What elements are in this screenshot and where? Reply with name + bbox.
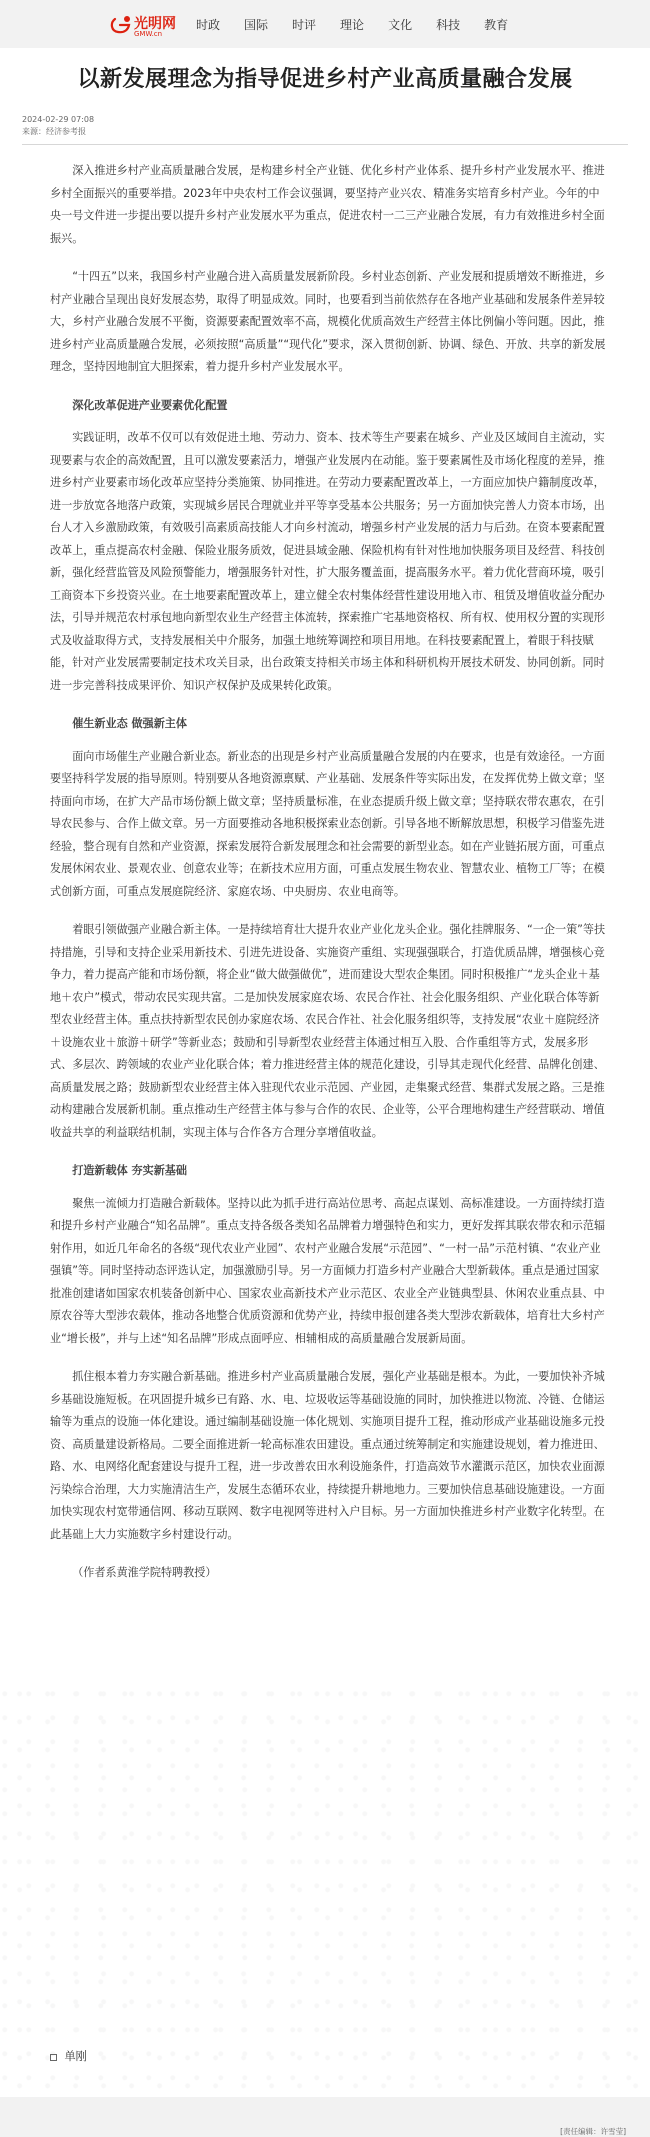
article-date: 2024-02-29 07:08 [22, 115, 95, 124]
paragraph-1: 深入推进乡村产业高质量融合发展，是构建乡村全产业链、优化乡村产业体系、提升乡村产业发展水平、推进乡村全面振兴的重要举措。2023年中央农村工作会议强调，要坚持产业兴农、精准务实培育乡村产业。今年的中央一号文件进一步提出要以提升乡村产业发展水平为重点，促进农村一二三产业融合发展，有力有效推进乡村全面振兴。 [50, 164, 605, 245]
nav-item-politics[interactable]: 时政 [196, 18, 221, 32]
paragraph-6: 聚焦一流倾力打造融合新载体。坚持以此为抓手进行高站位思考、高起点谋划、高标准建设。一方面持续打造和提升乡村产业融合“知名品牌”。重点支持各级各类知名品牌着力增强特色和实力，更好发挥其联农带农和示范辐射作用，如近几年命名的各级“现代农业产业园”、农村产业融合发展“示范园”、“一村一品”示范村镇、“农业产业强镇”等。同时坚持动态评选认定，加强激励引导。另一方面倾力打造乡村产业融合大型新载体。重点是通过国家批准创建诸如国家农机装备创新中心、国家农业高新技术产业示范区、农业全产业链典型县、休闲农业重点县、中原农谷等大型涉农载体，推动各地整合优质资源和优势产业，持续申报创建各类大型涉农新载体，培育壮大乡村产业“增长极”，并与上述“知名品牌”形成点面呼应、相辅相成的高质量融合发展新局面。 [50, 1196, 606, 1345]
author-note: （作者系黄淮学院特聘教授） [72, 1566, 217, 1579]
paragraph-3: 实践证明，改革不仅可以有效促进土地、劳动力、资本、技术等生产要素在城乡、产业及区域间自主流动，实现要素与农企的高效配置，且可以激发要素活力，增强产业发展内在动能。鉴于要素属性及市场化程度的差异，推进乡村产业要素市场化改革应坚持分类施策、协同推进。在劳动力要素配置改革上，一方面应加快户籍制度改革，进一步放宽各地落户政策，实现城乡居民合理就业并平等享受基本公共服务；另一方面加快完善人力资本市场，出台人才入乡激励政策，有效吸引高素质高技能人才向乡村流动，增强乡村产业发展的活力与后劲。在资本要素配置改革上，重点提高农村金融、保险业服务质效，促进县域金融、保险机构有针对性地加快服务项目及经营、科技创新，强化经营监管及风险预警能力，增强服务针对性，扩大服务覆盖面，提高服务水平。着力优化营商环境，吸引工商资本下乡投资兴业。在土地要素配置改革上，建立健全农村集体经营性建设用地入市、租赁及增值收益分配办法，引导并规范农村承包地向新型农业生产经营主体流转，探索推广宅基地资格权、所有权、使用权分置的实现形式及收益取得方式，支持发展相关中介服务，加强土地统筹调控和项目用地。在科技要素配置上，着眼于科技赋能，针对产业发展需要制定技术攻关目录，出台政策支持相关市场主体和科研机构开展技术研发、协同创新。同时进一步完善科技成果评价、知识产权保护及成果转化政策。 [50, 431, 605, 692]
nav-item-commentary[interactable]: 时评 [292, 18, 317, 32]
logo-text: 光明网 [134, 16, 176, 32]
paragraph-2: “十四五”以来，我国乡村产业融合进入高质量发展新阶段。乡村业态创新、产业发展和提质增效不断推进，乡村产业融合呈现出良好发展态势，取得了明显成效。同时，也要看到当前依然存在各地产业基础和发展条件差异较大，乡村产业融合发展不平衡，资源要素配置效率不高，规模化优质高效生产经营主体比例偏小等问题。因此，推进乡村产业高质量融合发展，必须按照“高质量”“现代化”要求，深入贯彻创新、协调、绿色、开放、共享的新发展理念，坚持因地制宜大胆探索，着力提升乡村产业发展水平。 [50, 270, 606, 373]
section-heading-1: 深化改革促进产业要素优化配置 [72, 398, 228, 412]
title-divider [22, 144, 628, 145]
top-nav [196, 16, 508, 34]
background-pattern [0, 1677, 650, 2097]
nav-item-tech[interactable]: 科技 [436, 18, 461, 32]
article-meta [22, 114, 94, 138]
paragraph-7: 抓住根本着力夯实融合新基础。推进乡村产业高质量融合发展，强化产业基础是根本。为此，一要加快补齐城乡基础设施短板。在巩固提升城乡已有路、水、电、垃圾收运等基础设施的同时，加快推进以物流、冷链、仓储运输等为重点的设施一体化建设。通过编制基础设施一体化规划、实施项目提升工程，推动形成产业基础设施多元投资、高质量建设新格局。二要全面推进新一轮高标准农田建设。重点通过统筹制定和实施建设规划，着力推进田、路、水、电网络化配套建设与提升工程，进一步改善农田水利设施条件，打造高效节水灌溉示范区，加快农业面源污染综合治理，大力实施清洁生产，发展生态循环农业，持续提升耕地地力。三要加快信息基础设施建设。一方面加快实现农村宽带通信网、移动互联网、数字电视网等进村入户目标。另一方面加快推进乡村产业数字化转型。在此基础上大力实施数字乡村建设行动。 [50, 1370, 605, 1541]
article-content [50, 160, 608, 1601]
square-icon [50, 2054, 57, 2061]
article-source: 来源：经济参考报 [22, 127, 86, 136]
nav-item-culture[interactable]: 文化 [388, 18, 413, 32]
editor-credit: [责任编辑：许雪莹] [560, 2127, 626, 2136]
site-logo[interactable] [108, 12, 196, 38]
author-name: 单刚 [64, 2050, 87, 2063]
nav-item-education[interactable]: 教育 [484, 18, 509, 32]
top-nav-bar [0, 0, 650, 48]
section-heading-2: 催生新业态 做强新主体 [72, 717, 187, 730]
section-heading-3: 打造新载体 夯实新基础 [72, 1164, 187, 1177]
paragraph-5: 着眼引领做强产业融合新主体。一是持续培育壮大提升农业产业化龙头企业。强化挂牌服务、“一企一策”等扶持措施，引导和支持企业采用新技术、引进先进设备、实施资产重组、实现强强联合，打造优质品牌，增强核心竞争力，着力提高产能和市场份额，将企业“做大做强做优”，进而建设大型农企集团。同时积极推广“龙头企业＋基地＋农户”模式，带动农民实现共富。二是加快发展家庭农场、农民合作社、社会化服务组织、产业化联合体等新型农业经营主体。重点扶持新型农民创办家庭农场、农民合作社、社会化服务组织等，支持发展“农业＋庭院经济＋设施农业＋旅游＋研学”等新业态；鼓励和引导新型农业经营主体通过相互入股、合作重组等方式，发展多形式、多层次、跨领域的农业产业化联合体；着力推进经营主体的规范化建设，引导其走现代化经营、品牌化创建、高质量发展之路；鼓励新型农业经营主体入驻现代农业示范园、产业园，走集聚式经营、集群式发展之路。三是推动构建融合发展新机制。重点推动生产经营主体与参与合作的农民、企业等，公平合理地构建生产经营联动、增值收益共享的利益联结机制，实现主体与合作各方合理分享增值收益。 [50, 923, 606, 1139]
nav-item-theory[interactable]: 理论 [340, 18, 365, 32]
article-title: 以新发展理念为指导促进乡村产业高质量融合发展 [77, 67, 573, 92]
author-signature [50, 2048, 608, 2064]
paragraph-4: 面向市场催生产业融合新业态。新业态的出现是乡村产业高质量融合发展的内在要求，也是有效途径。一方面要坚持科学发展的指导原则。特别要从各地资源禀赋、产业基础、发展条件等实际出发，在发挥优势上做文章；坚持面向市场，在扩大产品市场份额上做文章；坚持质量标准，在业态提质升级上做文章；坚持联农带农惠农，在引导农民参与、合作上做文章。另一方面要推动各地积极探索业态创新。引导各地不断解放思想，积极学习借鉴先进经验，整合现有自然和产业资源，探索发展符合新发展理念和社会需要的新型业态。如在产业链拓展方面，可重点发展休闲农业、景观农业、创意农业等；在新技术应用方面，可重点发展生物农业、智慧农业、植物工厂等；在模式创新方面，可重点发展庭院经济、家庭农场、中央厨房、农业电商等。 [50, 749, 605, 898]
nav-item-international[interactable]: 国际 [244, 18, 269, 32]
logo-subtext: GMW.cn [134, 30, 163, 38]
article [0, 48, 650, 2136]
